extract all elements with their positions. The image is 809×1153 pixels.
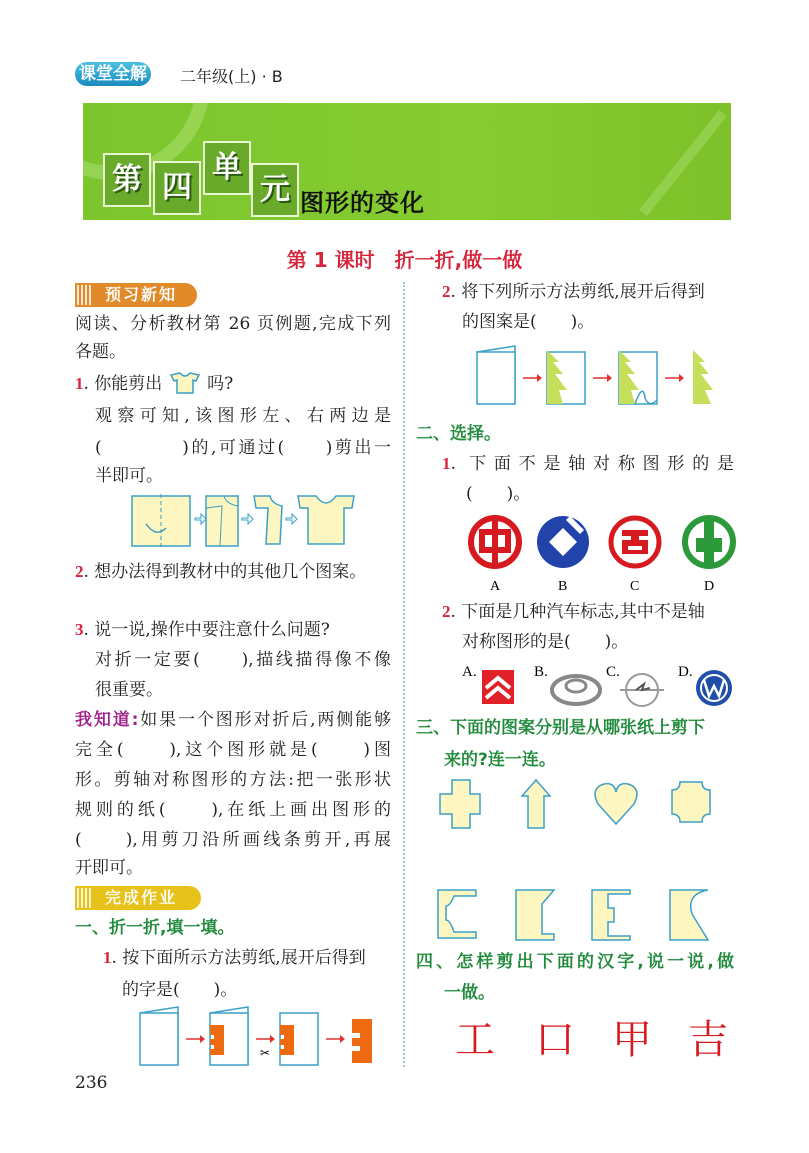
shirt-icon (168, 372, 202, 394)
option-c-label: C (630, 579, 640, 594)
series-logo: 课堂全解 (75, 62, 171, 86)
know-line: 我知道:如果一个图形对折后,两侧能够 (75, 710, 391, 730)
q3-prompt: 3. 说一说,操作中要注意什么问题? (75, 620, 330, 640)
s2-q2-prompt: 2. 下面是几种汽车标志,其中不是轴 (442, 602, 705, 622)
q3-line: 很重要。 (95, 680, 163, 700)
s2-q2-line: 对称图形的是( )。 (462, 632, 629, 652)
know-line: 形。剪轴对称图形的方法:把一张形状 (75, 770, 391, 790)
know-line: ( ),用剪刀沿所画线条剪开,再展 (75, 830, 391, 850)
section-1-title: 一、折一折,填一填。 (75, 918, 235, 938)
q1-line: 半即可。 (95, 466, 163, 486)
car-option-a-label: A. (462, 664, 477, 680)
car-option-c-label: C. (606, 664, 620, 680)
logo-b (537, 516, 589, 568)
page-number: 236 (75, 1073, 108, 1093)
intro-line: 各题。 (75, 342, 126, 362)
section-4-title-cont: 一做。 (444, 983, 495, 1003)
q1-line: 观察可知,该图形左、右两边是 (95, 406, 391, 426)
paper-2 (516, 890, 554, 940)
paper-cut-figure-2 (475, 342, 725, 410)
know-line: 开即可。 (75, 858, 143, 878)
paper-3 (592, 890, 630, 940)
arrow-shape (522, 780, 550, 828)
car-option-d-label: D. (678, 664, 693, 680)
bank-logos-figure (460, 514, 740, 594)
intro-line: 阅读、分析教材第 26 页例题,完成下列 (75, 314, 391, 334)
s2-q1-line: ( )。 (466, 484, 531, 504)
logo-c (611, 518, 659, 566)
know-line: 规则的纸( ),在纸上画出图形的 (75, 800, 391, 820)
unit-char-2: 四 (153, 161, 201, 215)
section-badge-preview: 预习新知 (75, 283, 197, 307)
paper-1 (438, 890, 476, 938)
q2-prompt: 2. 想办法得到教材中的其他几个图案。 (75, 562, 367, 582)
cross-shape (440, 780, 480, 828)
section-3-title: 三、下面的图案分别是从哪张纸上剪下 (416, 718, 705, 738)
heart-shape (595, 784, 637, 824)
option-d-label: D (704, 579, 715, 594)
char-kou: 口 (535, 1017, 575, 1063)
char-ji: 吉 (688, 1017, 728, 1063)
car-logos-figure (460, 660, 740, 710)
column-divider (403, 282, 405, 1067)
char-jia: 甲 (612, 1017, 652, 1063)
shirt-folding-figure (130, 494, 360, 550)
logo-d (685, 516, 733, 568)
octagon-shape (672, 782, 710, 822)
q1-line: ( )的,可通过( )剪出一 (95, 438, 391, 458)
lesson-title: 第 1 课时 折一折,做一做 (286, 248, 523, 272)
option-a-label: A (490, 579, 501, 594)
section-4-title: 四、怎样剪出下面的汉字,说一说,做 (416, 952, 734, 972)
s1-q2-prompt: 2. 将下列所示方法剪纸,展开后得到 (442, 282, 705, 302)
char-gong: 工 (455, 1017, 495, 1063)
section-3-title-cont: 来的?连一连。 (444, 750, 556, 770)
s2-q1-prompt: 1. 下面不是轴对称图形的是 (442, 454, 734, 474)
scissors-icon: ✂ (260, 1046, 271, 1060)
logo-a (471, 518, 519, 566)
grade-label: 二年级(上) · B (180, 67, 283, 86)
unit-char-3: 单 (203, 141, 251, 195)
matching-shapes-figure (436, 778, 716, 943)
section-2-title: 二、选择。 (416, 424, 501, 444)
paper-4 (670, 890, 708, 940)
s1-q1-line: 的字是( )。 (122, 980, 238, 1000)
option-b-label: B (558, 579, 568, 594)
unit-title: 图形的变化 (300, 189, 425, 217)
unit-char-1: 第 (103, 153, 151, 207)
s1-q2-line: 的图案是( )。 (462, 312, 595, 332)
know-line: 完全( ),这个图形就是( )图 (75, 740, 391, 760)
s1-q1-prompt: 1. 按下面所示方法剪纸,展开后得到 (103, 948, 366, 968)
car-option-b-label: B. (534, 664, 548, 680)
q3-line: 对折一定要( ),描线描得像不像 (95, 650, 391, 670)
section-badge-homework: 完成作业 (75, 886, 201, 910)
paper-cut-figure-1 (138, 1005, 378, 1070)
unit-char-4: 元 (251, 163, 299, 217)
q1-prompt: 1. 你能剪出 吗? (75, 374, 234, 394)
